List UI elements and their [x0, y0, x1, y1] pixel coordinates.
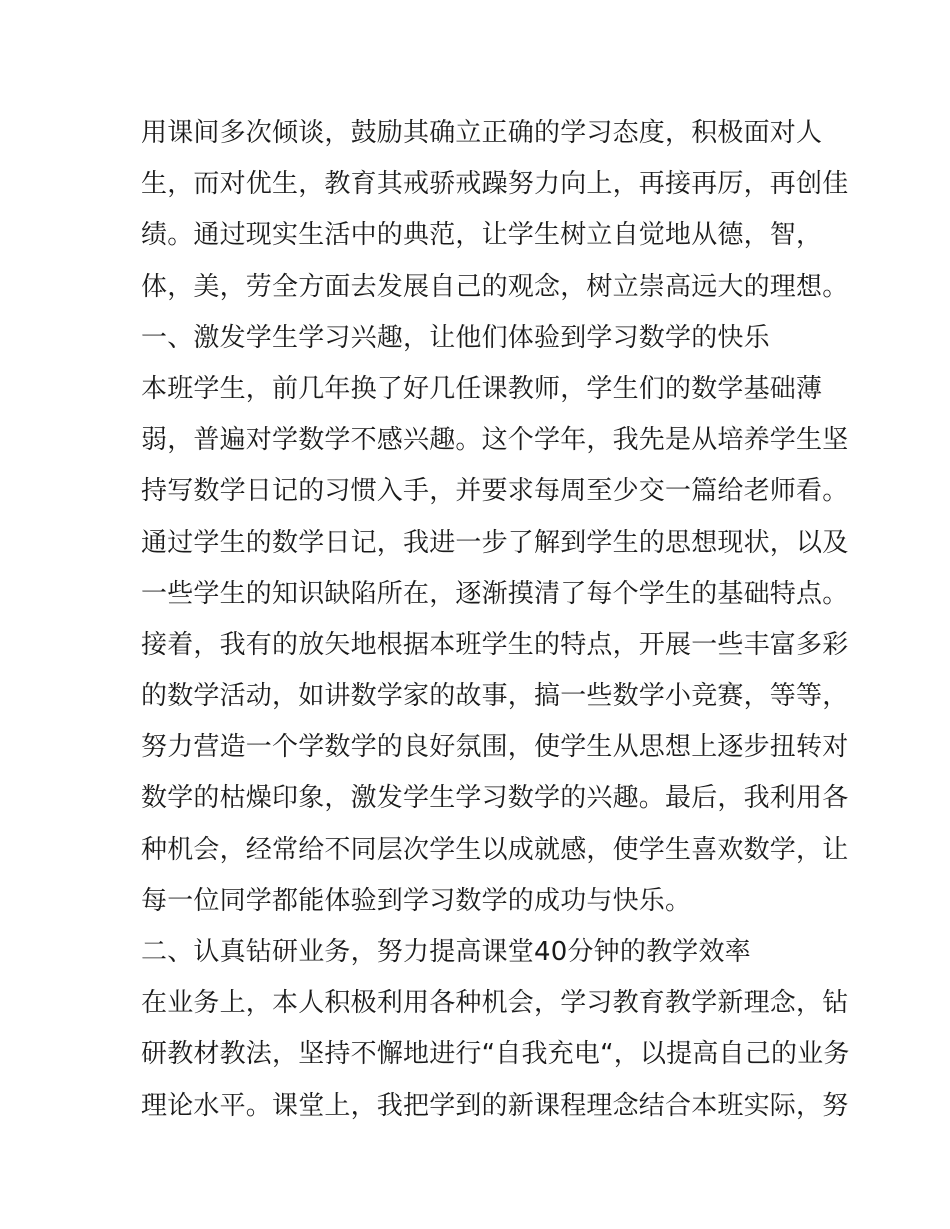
- text-line: 数学的枯燥印象，激发学生学习数学的兴趣。最后，我利用各: [141, 783, 849, 814]
- text-line: 努力营造一个学数学的良好氛围，使学生从思想上逐步扭转对: [141, 732, 849, 763]
- section-heading-2: 二、认真钻研业务，努力提高课堂40分钟的教学效率: [141, 937, 751, 967]
- text-line: 一些学生的知识缺陷所在，逐渐摸清了每个学生的基础特点。: [141, 578, 849, 609]
- document-body: [141, 108, 850, 1132]
- text-line: 理论水平。课堂上，我把学到的新课程理念结合本班实际，努: [141, 1090, 849, 1121]
- section-heading-1: 一、激发学生学习兴趣，让他们体验到学习数学的快乐: [141, 322, 770, 353]
- text-line: 通过学生的数学日记，我进一步了解到学生的思想现状，以及: [141, 527, 849, 558]
- text-line: 绩。通过现实生活中的典范，让学生树立自觉地从德，智，: [141, 220, 823, 251]
- text-line: 体，美，劳全方面去发展自己的观念，树立崇高远大的理想。: [141, 271, 849, 302]
- text-line: 接着，我有的放矢地根据本班学生的特点，开展一些丰富多彩: [141, 629, 849, 660]
- text-line: 研教材教法，坚持不懈地进行“自我充电“，以提高自己的业务: [141, 1039, 850, 1070]
- text-line: 持写数学日记的习惯入手，并要求每周至少交一篇给老师看。: [141, 476, 849, 507]
- text-line: 的数学活动，如讲数学家的故事，搞一些数学小竞赛，等等，: [141, 681, 849, 712]
- text-line: 每一位同学都能体验到学习数学的成功与快乐。: [141, 885, 692, 916]
- text-line: 生，而对优生，教育其戒骄戒躁努力向上，再接再厉，再创佳: [141, 169, 849, 200]
- text-line: 本班学生，前几年换了好几任课教师，学生们的数学基础薄: [141, 373, 823, 404]
- text-line: 用课间多次倾谈，鼓励其确立正确的学习态度，积极面对人: [141, 118, 823, 148]
- text-line: 种机会，经常给不同层次学生以成就感，使学生喜欢数学，让: [141, 834, 849, 865]
- text-line: 在业务上，本人积极利用各种机会，学习教育教学新理念，钻: [141, 988, 849, 1019]
- text-line: 弱，普遍对学数学不感兴趣。这个学年，我先是从培养学生坚: [141, 425, 849, 456]
